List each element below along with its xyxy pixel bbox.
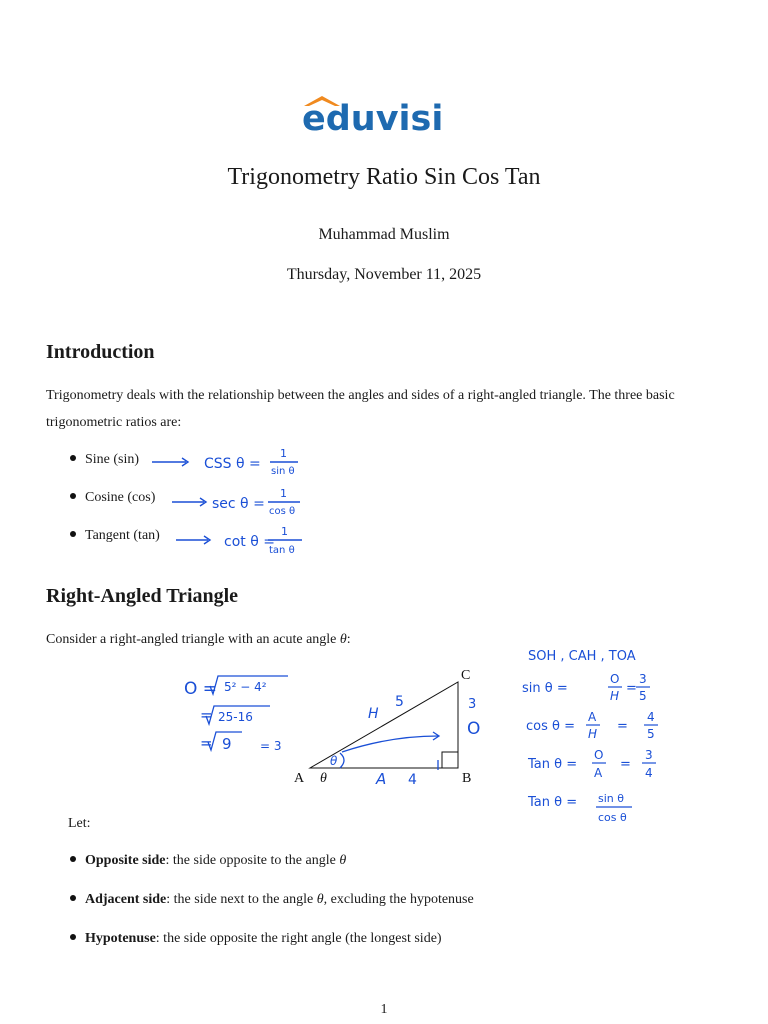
bullet-dot: [70, 895, 76, 901]
hw-tan-vden: 4: [645, 766, 653, 780]
bullet-dot: [70, 493, 76, 499]
hw-adj-letter: A: [376, 770, 387, 788]
hw-tan2-num: sin θ: [598, 792, 624, 805]
hw-tan-vnum: 3: [645, 748, 653, 762]
handwritten-pythagoras-calculation: [180, 672, 300, 764]
triangle-intro-suffix: :: [346, 632, 351, 647]
bullet-dot: [70, 934, 76, 940]
theta-symbol: θ: [339, 853, 347, 868]
hw-cos-den: H: [588, 727, 598, 741]
triangle-diagram: [280, 660, 500, 795]
hw-hyp-value: 5: [395, 694, 404, 710]
eduvisi-logo: [300, 92, 470, 138]
hw-arrow-curve: [342, 736, 438, 752]
triangle-intro-text: Consider a right-angled triangle with an acute angle: [46, 632, 340, 647]
hw-note-fn: CSS θ =: [204, 456, 261, 472]
hw-mnemonic: SOH , CAH , TOA: [528, 649, 636, 664]
hw-tan-den: A: [594, 766, 603, 780]
hw-adj-value: 4: [408, 772, 417, 788]
hw-sin-num: O: [610, 672, 620, 686]
definition-term: Adjacent side: [85, 892, 167, 907]
hw-note-num: 1: [280, 447, 287, 460]
definition-desc-post: , excluding the hypotenuse: [323, 892, 474, 907]
hw-calc-line1-radicand: 5² − 4²: [224, 680, 267, 694]
hw-tan2-den: cos θ: [598, 811, 627, 824]
triangle-heading: Right-Angled Triangle: [46, 585, 239, 607]
hw-cos-eq: =: [617, 719, 628, 734]
vertex-c-label: C: [461, 668, 471, 683]
bullet-dot: [70, 455, 76, 461]
hw-calc-line2-radicand: 25-16: [218, 710, 253, 724]
definition-desc: : the side next to the angle: [166, 892, 317, 907]
list-item-label: Cosine (cos): [85, 490, 156, 505]
hw-calc-line1-lhs: O =: [184, 679, 218, 699]
hw-opp-letter: O: [467, 719, 481, 739]
right-angle-marker: [442, 752, 458, 768]
hw-sin-vnum: 3: [639, 672, 647, 686]
hw-note-den: sin θ: [271, 466, 295, 477]
hw-note-den: cos θ: [269, 506, 296, 517]
hw-tan2-lhs: Tan θ =: [528, 795, 578, 810]
hw-angle-theta: θ: [330, 754, 338, 768]
hw-cos-num: A: [588, 710, 597, 724]
list-item-label: Tangent (tan): [85, 528, 160, 543]
hw-note-fn: cot θ =: [224, 534, 275, 550]
hw-sin-vden: 5: [639, 689, 647, 703]
handwritten-reciprocal-notes: [140, 440, 340, 560]
definition-opposite: [70, 853, 346, 869]
theta-symbol: θ: [316, 892, 324, 907]
logo-text: eduvisi: [302, 99, 444, 138]
hw-note-num: 1: [281, 525, 288, 538]
hw-cos-vnum: 4: [647, 710, 655, 724]
handwritten-sohcahtoa-notes: [520, 640, 710, 830]
definition-term: Hypotenuse: [85, 931, 156, 946]
hw-cos-vden: 5: [647, 727, 655, 741]
hw-angle-arc: [340, 753, 344, 768]
hw-hyp-letter: H: [368, 706, 379, 722]
vertex-b-label: B: [462, 771, 472, 786]
bullet-dot: [70, 856, 76, 862]
bullet-dot: [70, 531, 76, 537]
hw-tan-eq: =: [620, 757, 631, 772]
document-author: Muhammad Muslim: [318, 226, 450, 243]
hw-calc-line3-radicand: 9: [222, 735, 232, 753]
hw-note-fn: sec θ =: [212, 496, 265, 512]
vertex-a-label: A: [294, 771, 305, 786]
hw-calc-line3-lhs: =: [200, 734, 213, 752]
definition-hypotenuse: [70, 931, 442, 947]
definition-adjacent: [70, 892, 474, 908]
angle-label: θ: [320, 771, 327, 786]
theta-symbol: θ: [339, 632, 347, 647]
list-item-label: Sine (sin): [85, 452, 140, 467]
hw-tan-lhs: Tan θ =: [528, 757, 578, 772]
hw-note-den: tan θ: [269, 545, 295, 556]
introduction-paragraph: Trigonometry deals with the relationship between the angles and sides of a right-angled triangle. The three basic trigonometric ratios are:: [46, 388, 675, 430]
hw-sin-lhs: sin θ =: [522, 681, 568, 696]
definition-desc: : the side opposite the right angle (the longest side): [155, 931, 442, 946]
hw-tan-num: O: [594, 748, 604, 762]
hw-sin-den: H: [610, 689, 620, 703]
hw-calc-line2-lhs: =: [200, 706, 213, 724]
hw-opp-value: 3: [468, 697, 477, 712]
hw-note-num: 1: [280, 487, 287, 500]
hw-cos-lhs: cos θ =: [526, 719, 575, 734]
document-date: Thursday, November 11, 2025: [286, 266, 482, 283]
definition-term: Opposite side: [85, 853, 166, 868]
hw-calc-line3-result: = 3: [260, 739, 282, 753]
let-label: Let:: [68, 816, 91, 831]
document-title: Trigonometry Ratio Sin Cos Tan: [227, 164, 541, 190]
page-number: 1: [380, 1002, 388, 1017]
logo-graphic: [300, 92, 470, 138]
definition-desc: : the side opposite to the angle: [165, 853, 340, 868]
hw-sin-eq: =: [626, 681, 637, 696]
list-item-sine: [70, 452, 139, 468]
introduction-heading: Introduction: [46, 341, 155, 363]
